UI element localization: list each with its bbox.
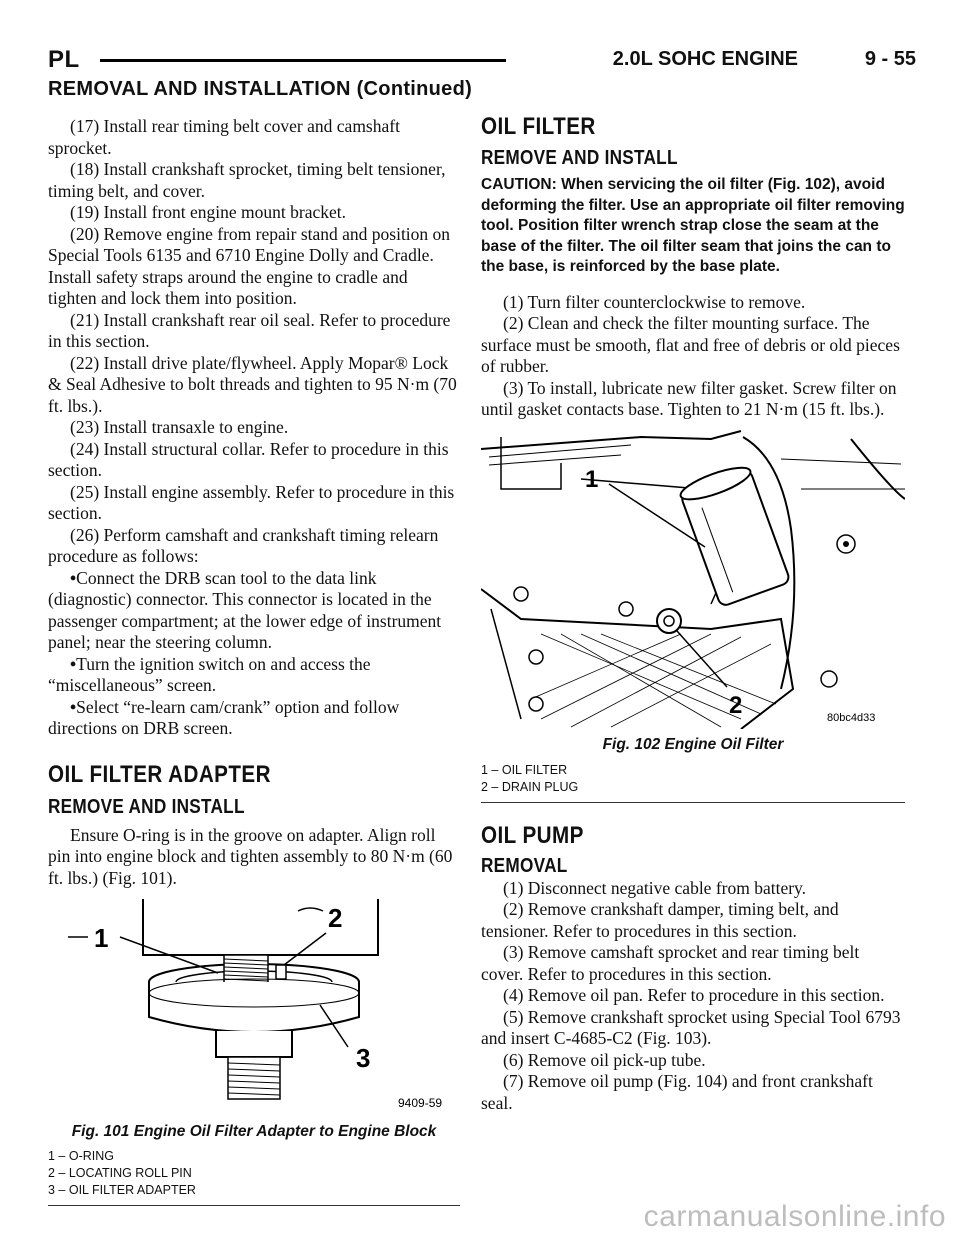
step-19: (19) Install front engine mount bracket. (70, 202, 347, 222)
filter-step-3: (3) To install, lubricate new filter gasket. Screw filter on until gasket contacts base. Tighten to 21 N·m (15 ft. lbs.). (481, 377, 897, 419)
legend-item: 2 – DRAIN PLUG (481, 779, 579, 794)
step-22: (22) Install drive plate/flywheel. Apply Mopar® Lock & Seal Adhesive to bolt threads and tighten to 95 N·m (70 ft. lbs.). (48, 352, 457, 416)
bullet-text: Select “re-learn cam/crank” option and follow directions on DRB screen. (48, 696, 400, 738)
pump-step-4: (4) Remove oil pan. Refer to procedure in this section. (503, 985, 885, 1005)
page-header (48, 44, 916, 78)
header-title: 2.0L SOHC ENGINE (612, 48, 798, 70)
step-18: (18) Install crankshaft sprocket, timing belt tensioner, timing belt, and cover. (48, 159, 446, 201)
oil-filter-heading: OIL FILTER (481, 113, 596, 140)
figure-101-caption: Fig. 101 Engine Oil Filter Adapter to Engine Block (71, 1122, 437, 1140)
oil-filter-adapter-heading: OIL FILTER ADAPTER (48, 760, 271, 788)
figure-divider (48, 1205, 460, 1206)
watermark: carmanualsonline.info (643, 1200, 946, 1233)
section-continued-title: REMOVAL AND INSTALLATION (Continued) (48, 78, 473, 100)
oil-pump-subheading: REMOVAL (481, 855, 568, 877)
step-20: (20) Remove engine from repair stand and position on Special Tools 6135 and 6710 Engine Dolly and Cradle. Install safety straps around the engine to cradle and tighten and lock them into position. (48, 223, 451, 308)
header-model-code: PL (48, 46, 80, 73)
bullet-item (48, 654, 460, 697)
left-column (48, 116, 460, 1206)
right-column (481, 113, 905, 1114)
header-rule (100, 59, 506, 62)
bullet-dot-icon: • (70, 696, 77, 717)
filter-step-2: (2) Clean and check the filter mounting surface. The surface must be smooth, flat and free of debris or old pieces of rubber. (481, 313, 900, 376)
pump-step-6: (6) Remove oil pick-up tube. (503, 1049, 706, 1070)
figure-102 (481, 429, 905, 803)
callout-1: 1 (94, 923, 109, 953)
oil-filter-subheading: REMOVE AND INSTALL (481, 146, 678, 169)
figure-102-caption: Fig. 102 Engine Oil Filter (602, 736, 784, 753)
oil-pump-heading: OIL PUMP (481, 821, 584, 849)
step-21: (21) Install crankshaft rear oil seal. Refer to procedure in this section. (48, 309, 451, 351)
step-26: (26) Perform camshaft and crankshaft timing relearn procedure as follows: (48, 524, 439, 566)
step-25: (25) Install engine assembly. Refer to procedure in this section. (48, 481, 455, 523)
caution-note: CAUTION: When servicing the oil filter (Fig. 102), avoid deforming the filter. Use an appropriate oil filter removing tool. Position filter wrench strap close the seam at the base of the filter. The oil filter seam that joins the can to the base, is reinforced by the base plate. (481, 176, 905, 275)
legend-item: 1 – O-RING (48, 1149, 114, 1163)
step-24: (24) Install structural collar. Refer to procedure in this section. (48, 438, 449, 480)
bullet-text: Connect the DRB scan tool to the data link (diagnostic) connector. This connector is located in the passenger compartment; at the lower edge of instrument panel; near the steering column. (48, 567, 442, 652)
bullet-text: Turn the ignition switch on and access the “miscellaneous” screen. (48, 653, 371, 695)
callout-2: 2 (729, 691, 743, 719)
bullet-dot-icon: • (70, 567, 77, 588)
oil-filter-adapter-illustration (48, 897, 460, 1115)
legend-item: 1 – OIL FILTER (481, 762, 568, 777)
pump-step-2: (2) Remove crankshaft damper, timing belt, and tensioner. Refer to procedures in this section. (481, 899, 839, 941)
legend-item: 2 – LOCATING ROLL PIN (48, 1166, 192, 1180)
step-17: (17) Install rear timing belt cover and camshaft sprocket. (48, 116, 400, 158)
figure-code: 9409-59 (398, 1096, 443, 1110)
pump-step-5: (5) Remove crankshaft sprocket using Special Tool 6793 and insert C-4685-C2 (Fig. 103). (481, 1006, 901, 1048)
bullet-item (48, 697, 460, 740)
engine-oil-filter-illustration (481, 429, 905, 729)
pump-step-3: (3) Remove camshaft sprocket and rear timing belt cover. Refer to procedures in this section. (481, 942, 860, 984)
callout-2: 2 (328, 903, 343, 933)
filter-step-1: (1) Turn filter counterclockwise to remove. (503, 291, 806, 312)
pump-step-1: (1) Disconnect negative cable from battery. (503, 877, 807, 898)
adapter-subheading: REMOVE AND INSTALL (48, 796, 245, 818)
figure-divider (481, 802, 905, 803)
header-page-number: 9 - 55 (864, 48, 916, 70)
adapter-instructions: Ensure O-ring is in the groove on adapter. Align roll pin into engine block and tighten assembly to 80 N·m (60 ft. lbs.) (Fig. 101). (48, 824, 453, 888)
pump-step-7: (7) Remove oil pump (Fig. 104) and front crankshaft seal. (481, 1071, 873, 1113)
bullet-dot-icon: • (70, 653, 77, 674)
step-23: (23) Install transaxle to engine. (70, 417, 289, 437)
callout-3: 3 (356, 1043, 371, 1073)
callout-1: 1 (585, 465, 599, 493)
figure-code: 80bc4d33 (827, 711, 876, 724)
figure-101 (48, 897, 460, 1206)
legend-item: 3 – OIL FILTER ADAPTER (48, 1183, 196, 1197)
bullet-item (48, 568, 460, 654)
